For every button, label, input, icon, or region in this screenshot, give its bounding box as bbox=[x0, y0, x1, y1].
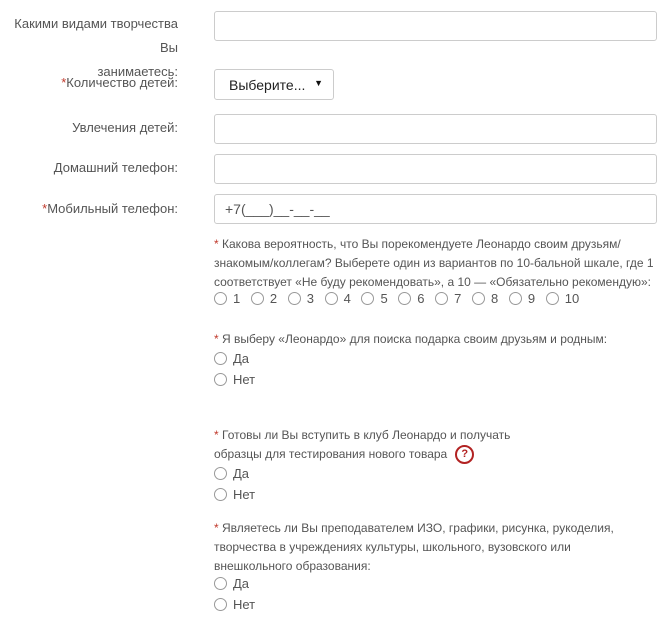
required-star: * bbox=[214, 237, 219, 251]
recommend-option-5[interactable] bbox=[361, 291, 387, 306]
recommend-option-3[interactable] bbox=[288, 291, 314, 306]
required-star: * bbox=[214, 428, 219, 442]
radio-icon[interactable] bbox=[472, 292, 485, 305]
teacher-no-label: Нет bbox=[233, 597, 256, 612]
recommend-scale bbox=[214, 291, 586, 309]
radio-icon[interactable] bbox=[214, 598, 227, 611]
children-hobbies-input[interactable] bbox=[214, 114, 657, 144]
radio-icon[interactable] bbox=[214, 467, 227, 480]
recommend-question bbox=[214, 235, 659, 292]
mobile-phone-label-text: Мобильный телефон: bbox=[47, 201, 178, 216]
recommend-option-label: 9 bbox=[527, 291, 536, 306]
required-star: * bbox=[42, 201, 48, 216]
club-question-text-2: образцы для тестирования нового товара bbox=[214, 447, 448, 461]
teacher-question-text: Являетесь ли Вы преподавателем ИЗО, графики, рисунка, рукоделия, творчества в учреждениях культуры, школьного, вузовского или внешкольного образования: bbox=[214, 521, 614, 573]
recommend-option-10[interactable] bbox=[546, 291, 579, 306]
children-count-select[interactable] bbox=[214, 69, 334, 100]
recommend-option-label: 10 bbox=[564, 291, 580, 306]
help-icon[interactable]: ? bbox=[455, 445, 474, 464]
club-question-text-1: Готовы ли Вы вступить в клуб Леонардо и получать bbox=[222, 428, 511, 442]
recommend-option-4[interactable] bbox=[325, 291, 351, 306]
radio-icon[interactable] bbox=[546, 292, 559, 305]
radio-icon[interactable] bbox=[214, 292, 227, 305]
home-phone-label: Домашний телефон: bbox=[53, 160, 178, 175]
creativity-label-line1: Какими видами творчества Вы bbox=[14, 16, 178, 55]
recommend-option-label: 1 bbox=[233, 291, 241, 306]
radio-icon[interactable] bbox=[251, 292, 264, 305]
radio-icon[interactable] bbox=[214, 373, 227, 386]
radio-icon[interactable] bbox=[325, 292, 338, 305]
creativity-label bbox=[0, 12, 178, 84]
gift-yes-label: Да bbox=[233, 351, 250, 366]
radio-icon[interactable] bbox=[435, 292, 448, 305]
mobile-phone-input[interactable]: +7(___)__-__-__ bbox=[214, 194, 657, 224]
radio-icon[interactable] bbox=[398, 292, 411, 305]
recommend-option-8[interactable] bbox=[472, 291, 498, 306]
gift-question-text: Я выберу «Леонардо» для поиска подарка своим друзьям и родным: bbox=[222, 332, 608, 346]
children-count-label bbox=[61, 75, 178, 90]
club-question bbox=[214, 426, 664, 464]
recommend-option-label: 3 bbox=[306, 291, 314, 306]
recommend-option-9[interactable] bbox=[509, 291, 535, 306]
creativity-input[interactable] bbox=[214, 11, 657, 41]
recommend-option-label: 4 bbox=[343, 291, 351, 306]
recommend-option-label: 6 bbox=[417, 291, 425, 306]
creativity-label-line2: занимаетесь: bbox=[97, 64, 178, 79]
required-star: * bbox=[61, 75, 67, 90]
radio-icon[interactable] bbox=[288, 292, 301, 305]
recommend-option-label: 7 bbox=[454, 291, 462, 306]
required-star: * bbox=[214, 521, 219, 535]
radio-icon[interactable] bbox=[509, 292, 522, 305]
recommend-option-1[interactable] bbox=[214, 291, 240, 306]
club-yes-label: Да bbox=[233, 466, 250, 481]
caret-down-icon: ▼ bbox=[314, 78, 323, 88]
gift-question bbox=[214, 330, 664, 349]
teacher-yes-label: Да bbox=[233, 576, 250, 591]
teacher-no-option[interactable] bbox=[214, 597, 255, 615]
radio-icon[interactable] bbox=[214, 488, 227, 501]
club-no-option[interactable] bbox=[214, 487, 255, 505]
children-hobbies-label: Увлечения детей: bbox=[72, 120, 178, 135]
recommend-option-6[interactable] bbox=[398, 291, 424, 306]
gift-no-option[interactable] bbox=[214, 372, 255, 390]
radio-icon[interactable] bbox=[361, 292, 374, 305]
teacher-yes-option[interactable] bbox=[214, 576, 249, 594]
recommend-option-label: 5 bbox=[380, 291, 388, 306]
club-yes-option[interactable] bbox=[214, 466, 249, 484]
home-phone-input[interactable] bbox=[214, 154, 657, 184]
children-count-label-text: Количество детей: bbox=[66, 75, 178, 90]
recommend-option-7[interactable] bbox=[435, 291, 461, 306]
children-count-value: Выберите... bbox=[229, 77, 306, 93]
recommend-option-label: 2 bbox=[269, 291, 278, 306]
gift-yes-option[interactable] bbox=[214, 351, 249, 369]
recommend-question-text: Какова вероятность, что Вы порекомендуете Леонардо своим друзьям/знакомым/коллегам? Выберете один из вариантов по 10-бальной шкале, где 1 соответствует «Не буду рекомендовать», а 10 — «Обязательно рекомендую»: bbox=[214, 237, 654, 289]
recommend-option-label: 8 bbox=[491, 291, 499, 306]
required-star: * bbox=[214, 332, 219, 346]
gift-no-label: Нет bbox=[233, 372, 256, 387]
club-no-label: Нет bbox=[233, 487, 256, 502]
radio-icon[interactable] bbox=[214, 352, 227, 365]
radio-icon[interactable] bbox=[214, 577, 227, 590]
teacher-question bbox=[214, 519, 634, 576]
mobile-phone-label bbox=[42, 201, 178, 216]
recommend-option-2[interactable] bbox=[251, 291, 277, 306]
